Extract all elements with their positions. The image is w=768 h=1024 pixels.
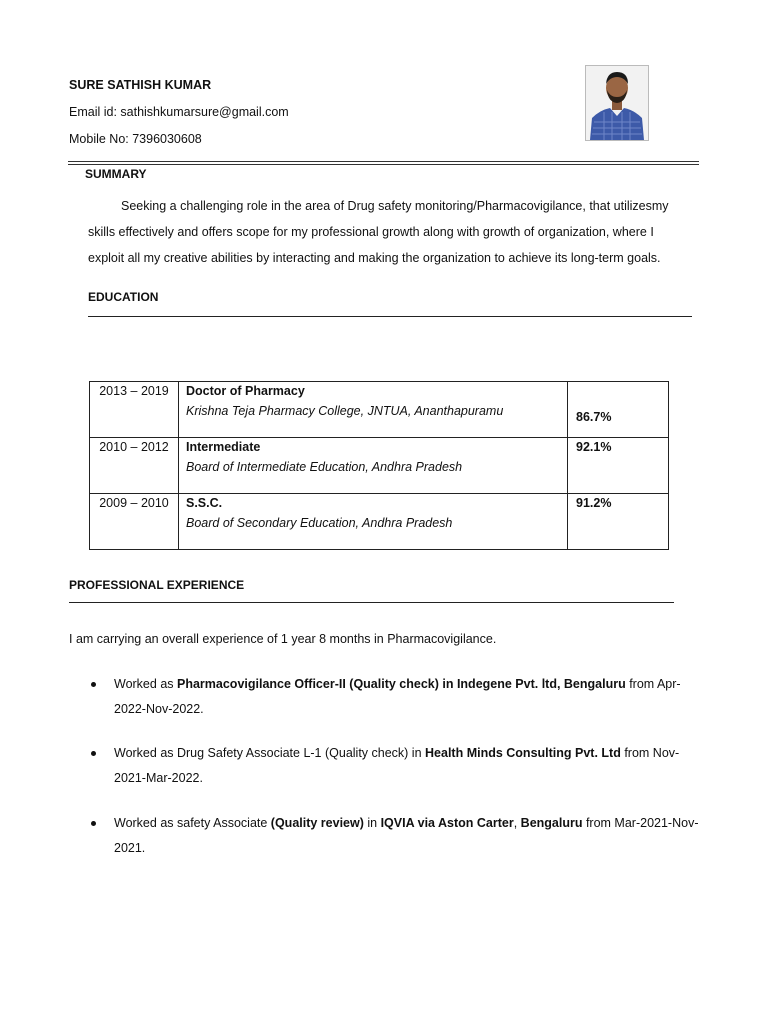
candidate-name: SURE SATHISH KUMAR: [69, 78, 212, 92]
exp-prefix: Worked as safety Associate: [114, 816, 271, 830]
edu-description: [179, 382, 568, 438]
exp-prefix: Worked as Drug Safety Associate L-1 (Quality check) in: [114, 746, 426, 760]
table-row: [90, 382, 669, 438]
edu-years: 2009 – 2010: [90, 494, 179, 550]
exp-separator: ,: [513, 816, 521, 830]
experience-divider: [69, 602, 674, 603]
exp-period: from Mar-2021-Nov- 2021.: [114, 816, 699, 855]
edu-years: 2013 – 2019: [90, 382, 179, 438]
profile-photo: [585, 65, 649, 141]
edu-description: [179, 494, 568, 550]
exp-prefix: Worked as: [114, 677, 177, 691]
experience-heading: PROFESSIONAL EXPERIENCE: [69, 578, 245, 592]
edu-degree: Intermediate: [186, 440, 261, 454]
education-heading: EDUCATION: [88, 290, 159, 304]
exp-city: Bengaluru: [520, 816, 583, 830]
edu-institution: Board of Secondary Education, Andhra Pradesh: [186, 516, 453, 530]
header-divider: [68, 161, 699, 165]
edu-institution: Krishna Teja Pharmacy College, JNTUA, Ananthapuramu: [186, 404, 504, 418]
exp-company: IQVIA via Aston Carter: [380, 816, 514, 830]
exp-period: from Apr-2022-Nov-2022.: [114, 677, 681, 716]
experience-text: [114, 811, 711, 861]
email-line: Email id: sathishkumarsure@gmail.com: [69, 105, 289, 119]
exp-role: Pharmacovigilance Officer-II (Quality check) in Indegene Pvt. ltd, Bengaluru: [177, 677, 626, 691]
experience-intro: I am carrying an overall experience of 1 year 8 months in Pharmacovigilance.: [69, 632, 497, 646]
list-item: [91, 672, 711, 722]
edu-score: 91.2%: [568, 494, 669, 550]
edu-score-cell: [568, 382, 669, 438]
list-item: [91, 811, 711, 861]
bullet-icon: [91, 682, 96, 687]
edu-score: 92.1%: [568, 438, 669, 494]
summary-heading: SUMMARY: [85, 167, 147, 181]
edu-score: 86.7%: [576, 410, 612, 424]
edu-degree: S.S.C.: [186, 496, 223, 510]
experience-text: [114, 672, 711, 722]
person-photo-icon: [586, 66, 648, 140]
education-divider: [88, 316, 692, 317]
exp-connector: in: [363, 816, 381, 830]
education-table: [89, 381, 669, 550]
edu-years: 2010 – 2012: [90, 438, 179, 494]
edu-degree: Doctor of Pharmacy: [186, 384, 305, 398]
exp-role: (Quality review): [270, 816, 364, 830]
table-row: [90, 438, 669, 494]
table-row: [90, 494, 669, 550]
bullet-icon: [91, 751, 96, 756]
exp-period: from Nov-2021-Mar-2022.: [114, 746, 680, 785]
mobile-line: Mobile No: 7396030608: [69, 132, 202, 146]
exp-company: Health Minds Consulting Pvt. Ltd: [425, 746, 621, 760]
bullet-icon: [91, 821, 96, 826]
experience-text: [114, 741, 711, 791]
summary-paragraph: Seeking a challenging role in the area of Drug safety monitoring/Pharmacovigilance, that utilizesmy skills effectively and offers scope for my professional growth along with growth of organization, where I exploit all my creative abilities by interacting and making the organization to achieve its long-term goals.: [88, 199, 669, 265]
list-item: [91, 741, 711, 791]
edu-institution: Board of Intermediate Education, Andhra Pradesh: [186, 460, 463, 474]
edu-description: [179, 438, 568, 494]
